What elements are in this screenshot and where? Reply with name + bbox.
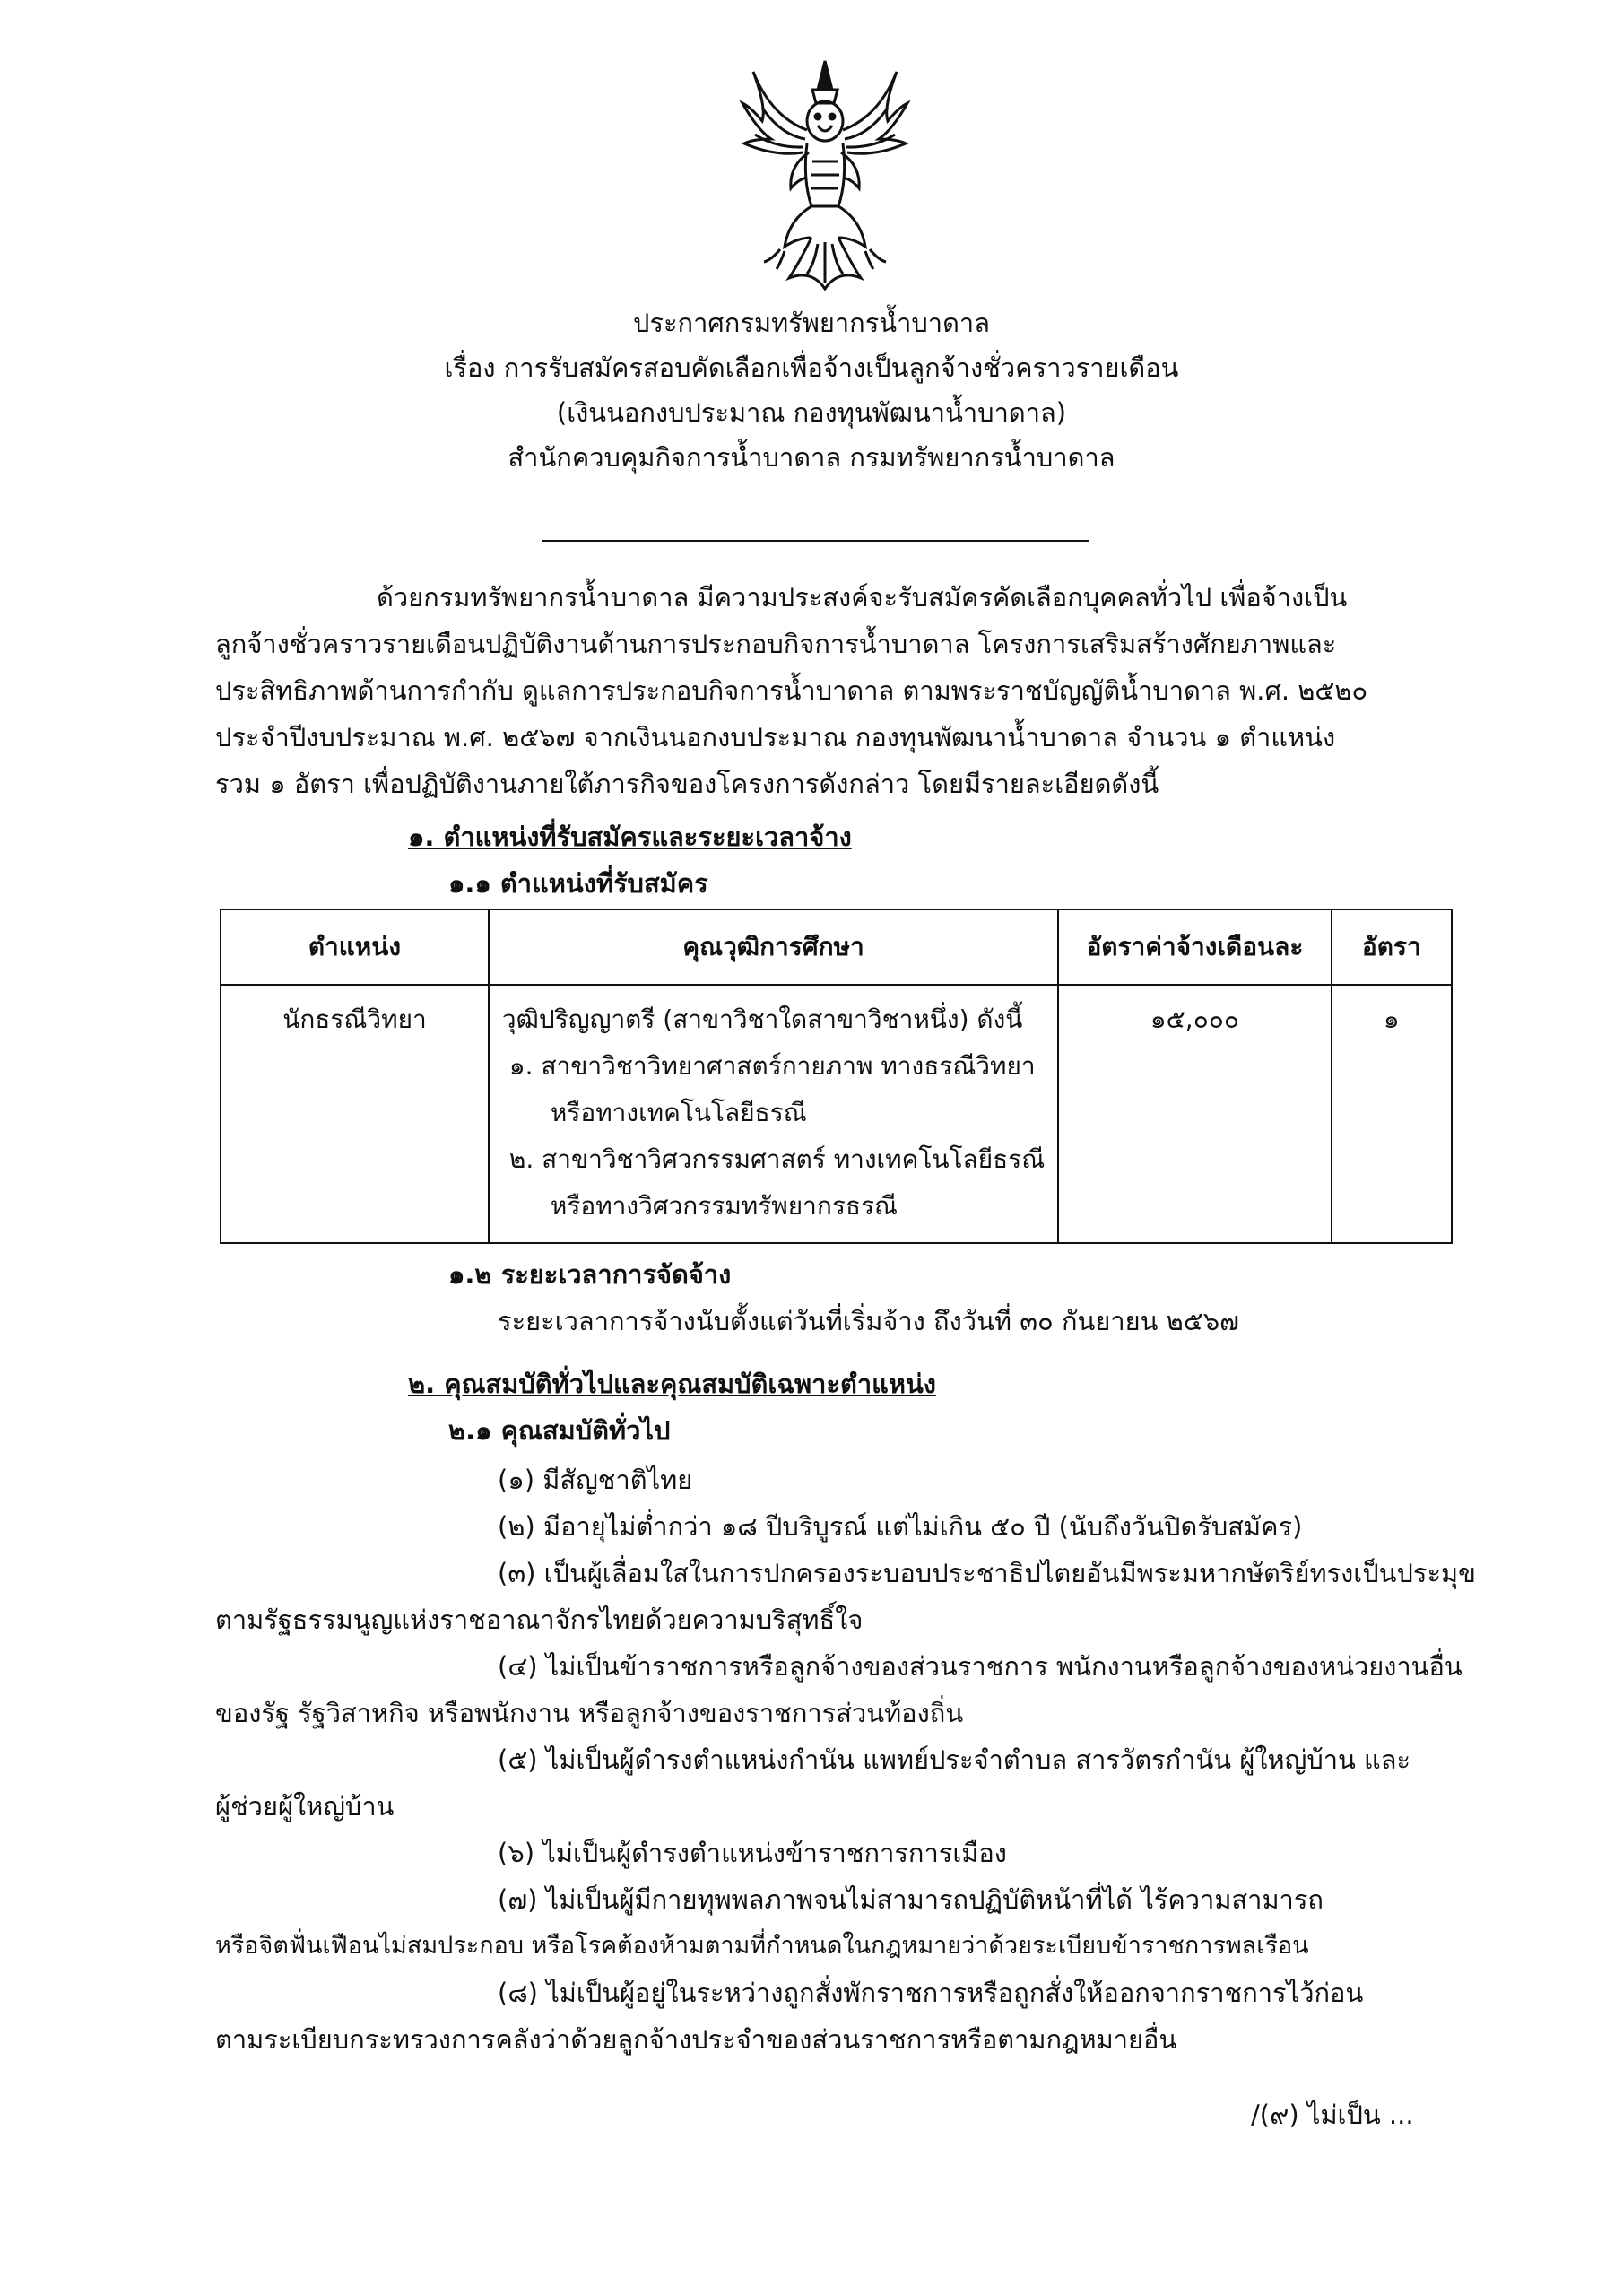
- list-item: ของรัฐ รัฐวิสาหกิจ หรือพนักงาน หรือลูกจ้างของราชการส่วนท้องถิ่น: [215, 1698, 964, 1728]
- header-line-4: สำนักควบคุมกิจการน้ำบาดาล กรมทรัพยากรน้ำบาดาล: [508, 442, 1115, 473]
- qual-line: หรือทางเทคโนโลยีธรณี: [550, 1098, 807, 1127]
- intro-line: รวม ๑ อัตรา เพื่อปฏิบัติงานภายใต้ภารกิจของโครงการดังกล่าว โดยมีรายละเอียดดังนี้: [215, 769, 1159, 799]
- list-item: (๗) ไม่เป็นผู้มีกายทุพพลภาพจนไม่สามารถปฏิบัติหน้าที่ได้ ไร้ความสามารถ: [498, 1884, 1324, 1915]
- cell-salary: ๑๕,๐๐๐: [1058, 985, 1331, 1243]
- list-item: (๒) มีอายุไม่ต่ำกว่า ๑๘ ปีบริบูรณ์ แต่ไม่เกิน ๕๐ ปี (นับถึงวันปิดรับสมัคร): [498, 1511, 1303, 1542]
- list-item: (๖) ไม่เป็นผู้ดำรงตำแหน่งข้าราชการการเมือง: [498, 1838, 1007, 1868]
- intro-line: ด้วยกรมทรัพยากรน้ำบาดาล มีความประสงค์จะรับสมัครคัดเลือกบุคคลทั่วไป เพื่อจ้างเป็น: [377, 582, 1348, 613]
- list-item: (๕) ไม่เป็นผู้ดำรงตำแหน่งกำนัน แพทย์ประจำตำบล สารวัตรกำนัน ผู้ใหญ่บ้าน และ: [498, 1744, 1411, 1775]
- qual-line: ๒. สาขาวิชาวิศวกรรมศาสตร์ ทางเทคโนโลยีธรณี: [508, 1144, 1046, 1174]
- positions-table: [220, 909, 1453, 1244]
- section-2-title: ๒. คุณสมบัติทั่วไปและคุณสมบัติเฉพาะตำแหน่ง: [408, 1369, 936, 1399]
- list-item: (๔) ไม่เป็นข้าราชการหรือลูกจ้างของส่วนราชการ พนักงานหรือลูกจ้างของหน่วยงานอื่น: [498, 1651, 1462, 1682]
- table-header-position: ตำแหน่ง: [221, 909, 489, 985]
- section-1-2-title: ๑.๒ ระยะเวลาการจัดจ้าง: [448, 1259, 732, 1290]
- table-header-count: อัตรา: [1332, 909, 1452, 985]
- cell-count: ๑: [1332, 985, 1452, 1243]
- table-header-qualification: คุณวุฒิการศึกษา: [489, 909, 1058, 985]
- section-1-1-title: ๑.๑ ตำแหน่งที่รับสมัคร: [448, 868, 708, 899]
- table-row: [221, 985, 1452, 1243]
- list-item: (๘) ไม่เป็นผู้อยู่ในระหว่างถูกสั่งพักราชการหรือถูกสั่งให้ออกจากราชการไว้ก่อน: [498, 1978, 1364, 2008]
- list-item: ตามรัฐธรรมนูญแห่งราชอาณาจักรไทยด้วยความบริสุทธิ์ใจ: [215, 1605, 864, 1635]
- qual-line: ๑. สาขาวิชาวิทยาศาสตร์กายภาพ ทางธรณีวิทยา: [508, 1051, 1036, 1081]
- qual-line: หรือทางวิศวกรรมทรัพยากรธรณี: [550, 1191, 898, 1221]
- table-header-salary: อัตราค่าจ้างเดือนละ: [1058, 909, 1331, 985]
- intro-line: ลูกจ้างชั่วคราวรายเดือนปฏิบัติงานด้านการประกอบกิจการน้ำบาดาล โครงการเสริมสร้างศักยภาพและ: [215, 629, 1337, 659]
- section-1-title: ๑. ตำแหน่งที่รับสมัครและระยะเวลาจ้าง: [408, 822, 852, 852]
- intro-paragraph: [215, 574, 1453, 807]
- header-line-3: (เงินนอกงบประมาณ กองทุนพัฒนาน้ำบาดาล): [556, 397, 1067, 428]
- list-item: ตามระเบียบกระทรวงการคลังว่าด้วยลูกจ้างประจำของส่วนราชการหรือตามกฎหมายอื่น: [215, 2024, 1177, 2055]
- list-item: (๑) มีสัญชาติไทย: [498, 1465, 693, 1495]
- table-header-row: [221, 909, 1452, 985]
- header-line-2: เรื่อง การรับสมัครสอบคัดเลือกเพื่อจ้างเป็นลูกจ้างชั่วคราวรายเดือน: [444, 352, 1179, 383]
- qual-line: วุฒิปริญญาตรี (สาขาวิชาใดสาขาวิชาหนึ่ง) ดังนี้: [501, 1004, 1023, 1034]
- garuda-emblem: [735, 54, 915, 296]
- list-item: (๓) เป็นผู้เลื่อมใสในการปกครองระบอบประชาธิปไตยอันมีพระมหากษัตริย์ทรงเป็นประมุข: [498, 1558, 1476, 1588]
- list-item: หรือจิตฟั่นเฟือนไม่สมประกอบ หรือโรคต้องห้ามตามที่กำหนดในกฎหมายว่าด้วยระเบียบข้าราชการพลเรือน: [215, 1932, 1309, 1960]
- header-divider: [542, 540, 1089, 542]
- header-line-1: ประกาศกรมทรัพยากรน้ำบาดาล: [633, 308, 990, 338]
- section-1-2-text: ระยะเวลาการจ้างนับตั้งแต่วันที่เริ่มจ้าง ถึงวันที่ ๓๐ กันยายน ๒๕๖๗: [498, 1306, 1239, 1336]
- intro-line: ประสิทธิภาพด้านการกำกับ ดูแลการประกอบกิจการน้ำบาดาล ตามพระราชบัญญัติน้ำบาดาล พ.ศ. ๒๕๒๐: [215, 675, 1368, 706]
- cell-position: นักธรณีวิทยา: [221, 985, 489, 1243]
- intro-line: ประจำปีงบประมาณ พ.ศ. ๒๕๖๗ จากเงินนอกงบประมาณ กองทุนพัฒนาน้ำบาดาล จำนวน ๑ ตำแหน่ง: [215, 722, 1336, 752]
- announcement-header: [0, 300, 1623, 480]
- section-2-1-title: ๒.๑ คุณสมบัติทั่วไป: [448, 1415, 671, 1446]
- general-qualifications-list: [215, 1457, 1476, 2063]
- cell-qualification: [489, 985, 1058, 1243]
- list-item: ผู้ช่วยผู้ใหญ่บ้าน: [215, 1791, 395, 1822]
- page-continuation: /(๙) ไม่เป็น ...: [1251, 2100, 1414, 2130]
